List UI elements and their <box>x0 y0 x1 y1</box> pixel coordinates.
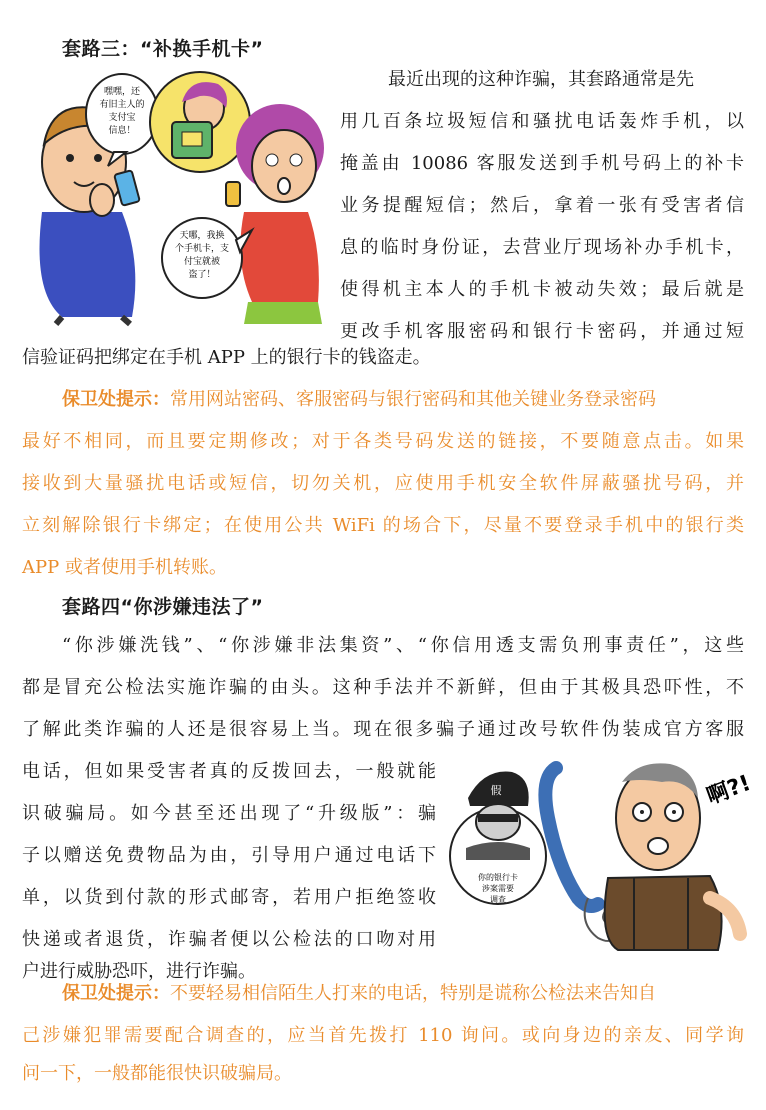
section4-line-1: “你涉嫌洗钱”、“你涉嫌非法集资”、“你信用透支需负刑事责任”，这些 <box>62 635 744 656</box>
section3-tip-line-4: 立刻解除银行卡绑定；在使用公共 WiFi 的场合下，尽量不要登录手机中的银行类 <box>22 515 744 536</box>
section4-tip-text-1: 不要轻易相信陌生人打来的电话，特别是谎称公检法来告知自 <box>170 983 656 1004</box>
section4-line-5: 识破骗局。如今甚至还出现了“升级版”：骗 <box>22 803 436 824</box>
section3-tip-label: 保卫处提示： <box>62 389 170 410</box>
section3-tip-line-2: 最好不相同，而且要定期修改；对于各类号码发送的链接，不要随意点击。如果 <box>22 431 744 452</box>
thief-thought-circle <box>150 72 250 172</box>
section4-tip-line-3: 问一下，一般都能很快识破骗局。 <box>22 1063 292 1084</box>
section4-line-8: 快递或者退货，诈骗者便以公检法的口吻对用 <box>22 929 436 950</box>
section3-line-4: 业务提醒短信；然后，拿着一张有受害者信 <box>340 195 744 216</box>
section4-tip-line-1 <box>62 982 656 1006</box>
section4-line-6: 子以赠送免费物品为由，引导用户通过电话下 <box>22 845 436 866</box>
phone-receiver-icon <box>545 768 611 941</box>
bubble1-line4: 信息！ <box>108 126 136 136</box>
hat-label: 假 <box>490 784 502 797</box>
scam-bubble-line3: 调查 <box>490 895 506 904</box>
section3-line-8: 信验证码把绑定在手机 APP 上的银行卡的钱盗走。 <box>22 347 431 368</box>
section4-line-4: 电话，但如果受害者真的反拨回去，一般就能 <box>22 761 436 782</box>
scam-bubble-line1: 你的银行卡 <box>478 873 518 882</box>
section3-heading: 套路三：“补换手机卡” <box>62 38 264 60</box>
bubble2-line4: 盗了！ <box>188 270 216 280</box>
section3-line-3: 掩盖由 10086 客服发送到手机号码上的补卡 <box>340 153 744 174</box>
section4-tip-label: 保卫处提示： <box>62 983 170 1004</box>
bubble1-line2: 有旧主人的 <box>99 100 145 110</box>
scammer-circle <box>450 772 546 904</box>
shocked-woman-figure <box>226 104 324 324</box>
bubble2-line2: 个手机卡，支 <box>174 244 230 254</box>
section4-heading: 套路四“你涉嫌违法了” <box>62 596 264 618</box>
bubble2-line3: 付宝就被 <box>183 257 221 267</box>
section3-line-1: 最近出现的这种诈骗，其套路通常是先 <box>388 69 694 90</box>
section4-line-7: 单，以货到付款的形式邮寄，若用户拒绝签收 <box>22 887 436 908</box>
bubble1-line1: 嘿嘿，还 <box>103 87 141 97</box>
exclaim-text: 啊?! <box>703 770 755 810</box>
section4-line-2: 都是冒充公检法实施诈骗的由头。这种手法并不新鲜，但由于其极具恐吓性，不 <box>22 677 744 698</box>
scam-bubble-line2: 涉案需要 <box>482 884 514 893</box>
speech-bubble-2 <box>162 218 252 298</box>
section3-line-5: 息的临时身份证，去营业厅现场补办手机卡， <box>340 237 744 258</box>
phone-scam-illustration <box>448 748 755 950</box>
section3-tip-line-3: 接收到大量骚扰电话或短信，切勿关机，应使用手机安全软件屏蔽骚扰号码，并 <box>22 473 744 494</box>
sim-swap-illustration <box>22 62 332 324</box>
section3-line-2: 用几百条垃圾短信和骚扰电话轰炸手机，以 <box>340 111 744 132</box>
section4-tip-line-2: 己涉嫌犯罪需要配合调查的，应当首先拨打 110 询问。或向身边的亲友、同学询 <box>22 1025 744 1046</box>
section4-line-9: 户进行威胁恐吓，进行诈骗。 <box>22 961 256 982</box>
section4-line-3: 了解此类诈骗的人还是很容易上当。现在很多骗子通过改号软件伪装成官方客服 <box>22 719 744 740</box>
bubble2-line1: 天哪，我换 <box>179 231 225 241</box>
section3-tip-line-1 <box>62 388 656 412</box>
section3-tip-text-1: 常用网站密码、客服密码与银行密码和其他关键业务登录密码 <box>170 389 656 410</box>
section3-line-6: 使得机主本人的手机卡被动失效；最后就是 <box>340 279 744 300</box>
section3-line-7: 更改手机客服密码和银行卡密码，并通过短 <box>340 321 744 342</box>
bubble1-line3: 支付宝 <box>108 113 136 123</box>
section3-tip-line-5: APP 或者使用手机转账。 <box>22 557 227 578</box>
